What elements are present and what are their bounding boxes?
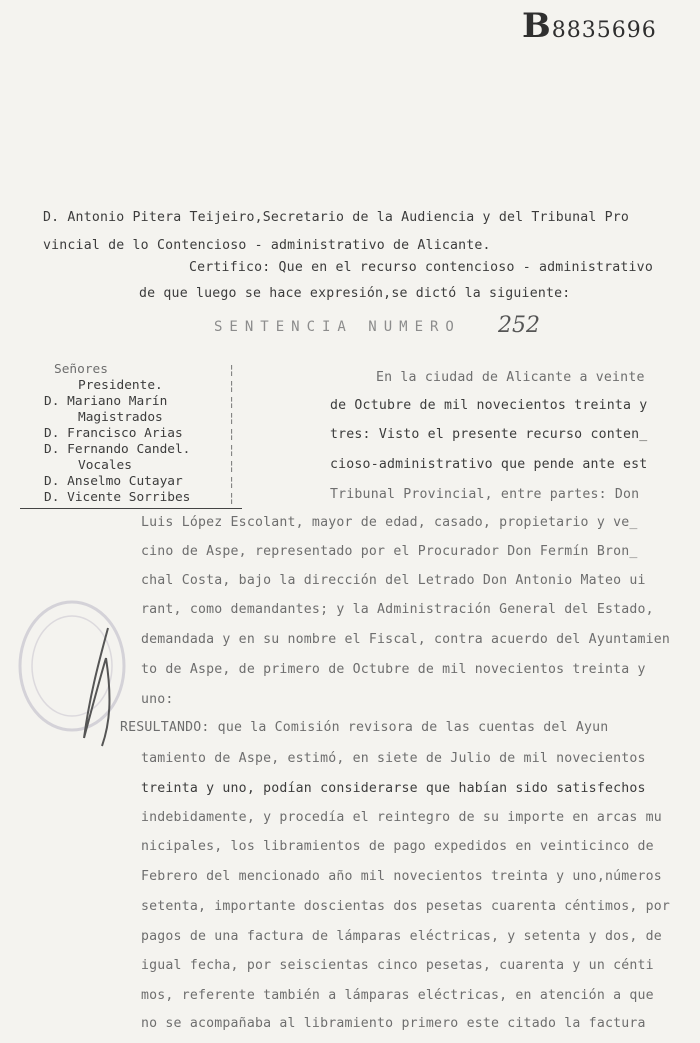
header-line: D. Antonio Pitera Teijeiro,Secretario de la Audiencia y del Tribunal Pro bbox=[43, 210, 630, 225]
panel-line: Vocales bbox=[78, 458, 132, 473]
panel-line: Señores bbox=[54, 362, 108, 377]
body-line: mos, referente también a lámparas eléctricas, en atención a que bbox=[141, 988, 654, 1003]
body-line: to de Aspe, de primero de Octubre de mil novecientos treinta y bbox=[141, 662, 646, 677]
reference-number: 8835696 bbox=[551, 18, 657, 43]
panel-line: D. Fernando Candel. bbox=[44, 442, 191, 457]
sentence-title: SENTENCIA NUMERO bbox=[214, 319, 461, 335]
body-line: igual fecha, por seiscientas cinco pesetas, cuarenta y un cénti bbox=[141, 958, 654, 973]
body-line: Luis López Escolant, mayor de edad, casado, propietario y ve_ bbox=[141, 515, 638, 530]
header-line: de que luego se hace expresión,se dictó la siguiente: bbox=[139, 286, 571, 301]
body-line: demandada y en su nombre el Fiscal, contra acuerdo del Ayuntamien bbox=[141, 632, 671, 647]
header-line: vincial de lo Contencioso - administrativo de Alicante. bbox=[43, 238, 491, 253]
body-line: indebidamente, y procedía el reintegro de su importe en arcas mu bbox=[141, 810, 662, 825]
body-line: treinta y uno, podían considerarse que habían sido satisfechos bbox=[141, 781, 646, 796]
resultando-line: RESULTANDO: que la Comisión revisora de las cuentas del Ayun bbox=[120, 720, 609, 735]
seal-stamp-and-signature bbox=[14, 598, 126, 748]
body-line: de Octubre de mil novecientos treinta y bbox=[330, 398, 648, 413]
panel-line: Magistrados bbox=[78, 410, 163, 425]
panel-vertical-marks: ¦ ¦ ¦ ¦ ¦ ¦ ¦ ¦ ¦ bbox=[228, 363, 236, 505]
archive-reference bbox=[522, 6, 657, 46]
body-line: tres: Visto el presente recurso conten_ bbox=[330, 427, 648, 442]
panel-line: D. Anselmo Cutayar bbox=[44, 474, 183, 489]
court-members-panel bbox=[20, 362, 242, 506]
body-line: setenta, importante doscientas dos pesetas cuarenta céntimos, por bbox=[141, 899, 671, 914]
certifico-line: Certifico: Que en el recurso contencioso - administrativo bbox=[189, 260, 653, 275]
panel-line: D. Vicente Sorribes bbox=[44, 490, 191, 505]
panel-line: D. Francisco Arias bbox=[44, 426, 183, 441]
body-line: chal Costa, bajo la dirección del Letrado Don Antonio Mateo ui bbox=[141, 573, 646, 588]
panel-line: Presidente. bbox=[78, 378, 163, 393]
body-line: Febrero del mencionado año mil novecientos treinta y uno,números bbox=[141, 869, 662, 884]
sentence-number-handwritten: 252 bbox=[498, 313, 540, 338]
body-line: Tribunal Provincial, entre partes: Don bbox=[330, 487, 640, 502]
panel-line: D. Mariano Marín bbox=[44, 394, 168, 409]
body-line: pagos de una factura de lámparas eléctricas, y setenta y dos, de bbox=[141, 929, 662, 944]
body-line: tamiento de Aspe, estimó, en siete de Julio de mil novecientos bbox=[141, 751, 646, 766]
body-line: uno: bbox=[141, 692, 174, 707]
body-line: nicipales, los libramientos de pago expedidos en veinticinco de bbox=[141, 839, 654, 854]
body-line: cioso-administrativo que pende ante est bbox=[330, 457, 648, 472]
body-line: rant, como demandantes; y la Administración General del Estado, bbox=[141, 602, 654, 617]
panel-underline bbox=[20, 508, 242, 509]
reference-letter: B bbox=[522, 6, 552, 46]
body-line: cino de Aspe, representado por el Procurador Don Fermín Bron_ bbox=[141, 544, 638, 559]
body-line: En la ciudad de Alicante a veinte bbox=[376, 370, 645, 385]
body-line: no se acompañaba al libramiento primero este citado la factura bbox=[141, 1016, 646, 1031]
